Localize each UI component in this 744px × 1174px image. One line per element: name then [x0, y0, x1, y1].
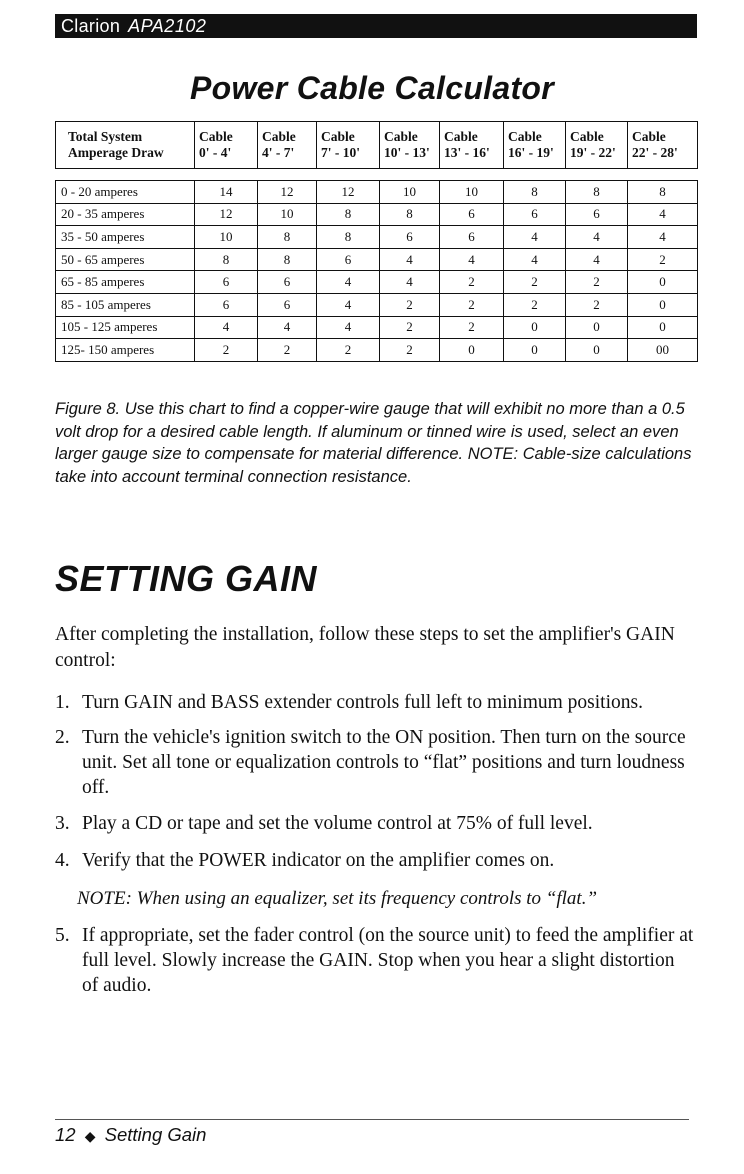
- amperage-cell: 50 - 65 amperes: [56, 248, 195, 271]
- header-line: 16' - 19': [508, 145, 554, 160]
- gauge-cell: 4: [317, 316, 380, 339]
- gauge-cell: 6: [258, 271, 317, 294]
- amperage-cell: 35 - 50 amperes: [56, 226, 195, 249]
- gauge-cell: 6: [440, 226, 504, 249]
- gauge-cell: 0: [628, 293, 698, 316]
- header-cell-amperage: [56, 122, 195, 169]
- step-item: [55, 848, 695, 873]
- gauge-cell: 12: [195, 203, 258, 226]
- gauge-cell: 0: [440, 339, 504, 362]
- gauge-cell: 2: [440, 293, 504, 316]
- gauge-cell: 0: [566, 316, 628, 339]
- gauge-cell: 2: [380, 293, 440, 316]
- gauge-cell: 6: [566, 203, 628, 226]
- gauge-cell: 8: [195, 248, 258, 271]
- gauge-cell: 10: [195, 226, 258, 249]
- gauge-cell: 4: [566, 248, 628, 271]
- header-line: 4' - 7': [262, 145, 295, 160]
- step-item: [55, 725, 695, 800]
- gauge-cell: 4: [440, 248, 504, 271]
- step-number: 1.: [55, 692, 70, 713]
- gauge-cell: 4: [628, 203, 698, 226]
- header-line: Cable: [570, 129, 604, 144]
- gauge-cell: 6: [380, 226, 440, 249]
- header-line: Cable: [384, 129, 418, 144]
- table-row: [56, 271, 698, 294]
- header-row: [56, 122, 698, 169]
- step-number: 2.: [55, 727, 70, 748]
- gauge-cell: 8: [258, 248, 317, 271]
- step-text: Verify that the POWER indicator on the amplifier comes on.: [82, 850, 555, 871]
- gauge-cell: 4: [380, 248, 440, 271]
- table-body: [56, 181, 698, 362]
- footer-rule: [55, 1119, 689, 1120]
- amperage-cell: 85 - 105 amperes: [56, 293, 195, 316]
- gauge-cell: 8: [317, 226, 380, 249]
- header-cell-cable: [628, 122, 698, 169]
- gauge-cell: 10: [440, 181, 504, 204]
- header-line: Cable: [321, 129, 355, 144]
- section-title: SETTING GAIN: [55, 558, 318, 599]
- header-line: Cable: [508, 129, 542, 144]
- steps-list: [55, 690, 695, 998]
- gauge-cell: 4: [628, 226, 698, 249]
- gauge-cell: 10: [258, 203, 317, 226]
- gauge-cell: 8: [566, 181, 628, 204]
- header-cell-cable: [258, 122, 317, 169]
- gauge-cell: 4: [317, 271, 380, 294]
- gauge-cell: 8: [628, 181, 698, 204]
- gauge-cell: 2: [566, 271, 628, 294]
- header-cell-cable: [317, 122, 380, 169]
- cable-table: [55, 180, 698, 362]
- header-line: 13' - 16': [444, 145, 490, 160]
- header-line: Total System: [68, 129, 143, 144]
- step-number: 3.: [55, 813, 70, 834]
- gauge-cell: 4: [317, 293, 380, 316]
- gauge-cell: 4: [258, 316, 317, 339]
- header-line: Cable: [199, 129, 233, 144]
- gauge-cell: 2: [380, 316, 440, 339]
- table-row: [56, 248, 698, 271]
- header-line: 22' - 28': [632, 145, 678, 160]
- gauge-cell: 4: [380, 271, 440, 294]
- gauge-cell: 8: [504, 181, 566, 204]
- header-cell-cable: [504, 122, 566, 169]
- header-line: 19' - 22': [570, 145, 616, 160]
- header-cell-cable: [440, 122, 504, 169]
- gauge-cell: 2: [566, 293, 628, 316]
- gauge-cell: 0: [566, 339, 628, 362]
- header-cell-cable: [380, 122, 440, 169]
- table-row: [56, 203, 698, 226]
- gauge-cell: 8: [258, 226, 317, 249]
- gauge-cell: 2: [440, 271, 504, 294]
- brand-name: Clarion: [61, 15, 121, 36]
- model-name: APA2102: [128, 15, 207, 36]
- amperage-cell: 105 - 125 amperes: [56, 316, 195, 339]
- step-item: [55, 923, 695, 998]
- gauge-cell: 6: [195, 271, 258, 294]
- gauge-cell: 12: [258, 181, 317, 204]
- gauge-cell: 4: [566, 226, 628, 249]
- step-item: [55, 690, 695, 715]
- header-line: 7' - 10': [321, 145, 360, 160]
- gauge-cell: 4: [195, 316, 258, 339]
- amperage-cell: 65 - 85 amperes: [56, 271, 195, 294]
- gauge-cell: 2: [317, 339, 380, 362]
- header-line: 0' - 4': [199, 145, 232, 160]
- step-item: [55, 811, 695, 836]
- step-text: Turn GAIN and BASS extender controls full left to minimum positions.: [82, 692, 643, 713]
- header-bar: [55, 14, 697, 38]
- table-row: [56, 339, 698, 362]
- gauge-cell: 2: [628, 248, 698, 271]
- gauge-cell: 14: [195, 181, 258, 204]
- header-line: Cable: [262, 129, 296, 144]
- gauge-cell: 6: [440, 203, 504, 226]
- step-text: Play a CD or tape and set the volume control at 75% of full level.: [82, 813, 593, 834]
- gauge-cell: 2: [258, 339, 317, 362]
- gauge-cell: 10: [380, 181, 440, 204]
- intro-paragraph: After completing the installation, follow these steps to set the amplifier's GAIN control:: [55, 624, 675, 671]
- step-number: 4.: [55, 850, 70, 871]
- gauge-cell: 6: [504, 203, 566, 226]
- gauge-cell: 0: [628, 271, 698, 294]
- gauge-cell: 2: [504, 293, 566, 316]
- gauge-cell: 6: [317, 248, 380, 271]
- gauge-cell: 0: [504, 339, 566, 362]
- table-row: [56, 316, 698, 339]
- gauge-cell: 0: [504, 316, 566, 339]
- table-row: [56, 226, 698, 249]
- gauge-cell: 8: [380, 203, 440, 226]
- gauge-cell: 2: [195, 339, 258, 362]
- cable-table-header: [55, 121, 698, 169]
- step-text: If appropriate, set the fader control (on the source unit) to feed the amplifier at full level. Slowly increase the GAIN. Stop when you hear a slight distortion of audio.: [82, 925, 694, 996]
- gauge-cell: 2: [440, 316, 504, 339]
- table-row: [56, 293, 698, 316]
- diamond-icon: ◆: [84, 1128, 96, 1144]
- amperage-cell: 0 - 20 amperes: [56, 181, 195, 204]
- gauge-cell: 4: [504, 248, 566, 271]
- gauge-cell: 6: [258, 293, 317, 316]
- header-line: 10' - 13': [384, 145, 430, 160]
- header-cell-cable: [195, 122, 258, 169]
- table-row: [56, 181, 698, 204]
- gauge-cell: 8: [317, 203, 380, 226]
- header-line: Amperage Draw: [68, 145, 164, 160]
- gauge-cell: 12: [317, 181, 380, 204]
- amperage-cell: 20 - 35 amperes: [56, 203, 195, 226]
- gauge-cell: 00: [628, 339, 698, 362]
- page-number: 12: [55, 1124, 76, 1145]
- gauge-cell: 0: [628, 316, 698, 339]
- gauge-cell: 4: [504, 226, 566, 249]
- step-number: 5.: [55, 925, 70, 946]
- step-text: Turn the vehicle's ignition switch to the ON position. Then turn on the source unit. Set all tone or equalization controls to “flat” positions and turn loudness off.: [82, 727, 686, 798]
- footer-section: Setting Gain: [104, 1124, 207, 1145]
- header-line: Cable: [444, 129, 478, 144]
- page-footer: [55, 1124, 206, 1146]
- amperage-cell: 125- 150 amperes: [56, 339, 195, 362]
- note-text: NOTE: When using an equalizer, set its frequency controls to “flat.”: [77, 888, 598, 909]
- figure-caption: Figure 8. Use this chart to find a copper-wire gauge that will exhibit no more than a 0.5 volt drop for a desired cable length. If aluminum or tinned wire is used, select an even larger gauge size to compensate for material difference. NOTE: Cable-size calculations take into account terminal connection resistance.: [55, 400, 692, 486]
- header-line: Cable: [632, 129, 666, 144]
- gauge-cell: 6: [195, 293, 258, 316]
- header-cell-cable: [566, 122, 628, 169]
- gauge-cell: 2: [380, 339, 440, 362]
- gauge-cell: 2: [504, 271, 566, 294]
- page-title: Power Cable Calculator: [189, 70, 555, 106]
